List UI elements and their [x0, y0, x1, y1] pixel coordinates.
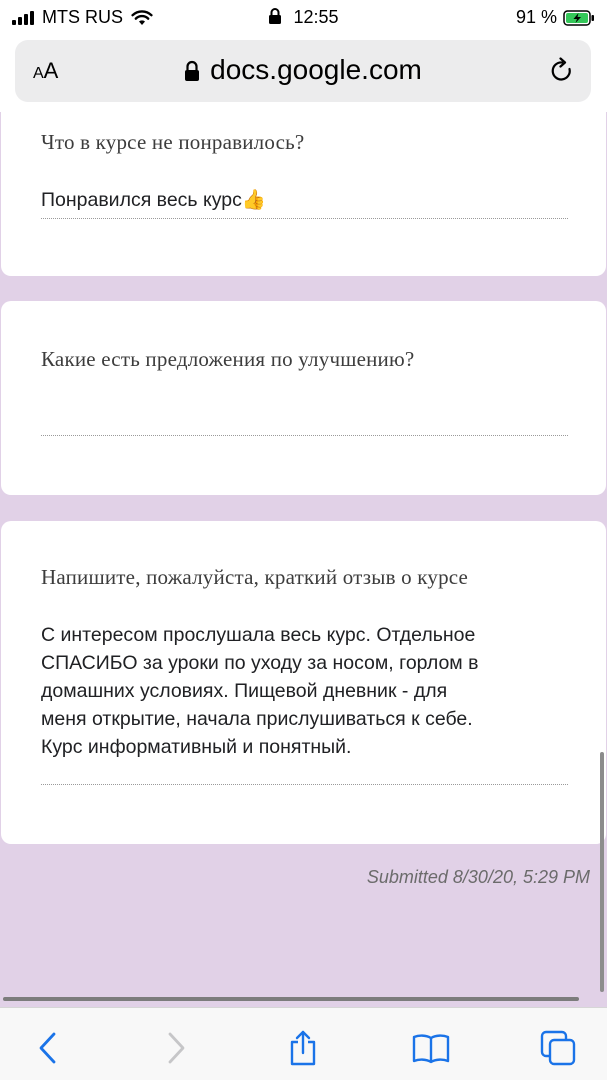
address-bar[interactable] — [15, 40, 591, 102]
answer-underline — [41, 218, 568, 219]
browser-toolbar — [0, 1007, 607, 1080]
answer-line: Курс информативный и понятный. — [41, 736, 352, 758]
reader-aa-button[interactable]: AA — [33, 58, 59, 83]
battery-charging-icon — [563, 10, 595, 26]
url-text: docs.google.com — [210, 54, 422, 85]
question-card-suggestions — [1, 301, 606, 495]
submitted-timestamp: Submitted 8/30/20, 5:29 PM — [366, 867, 590, 887]
reload-icon[interactable] — [549, 57, 575, 85]
status-right — [516, 7, 595, 28]
vertical-scrollbar[interactable] — [600, 752, 604, 992]
answer-line: домашних условиях. Пищевой дневник - для — [41, 680, 448, 702]
share-button[interactable] — [283, 1028, 323, 1068]
horizontal-scrollbar[interactable] — [3, 997, 579, 1001]
question-title: Что в курсе не понравилось? — [41, 130, 305, 154]
secure-lock-icon — [184, 60, 200, 82]
question-title: Напишите, пожалуйста, краткий отзыв о курсе — [41, 565, 469, 589]
page-content — [0, 112, 607, 1007]
question-card-review — [1, 521, 606, 844]
answer-underline — [41, 435, 568, 436]
answer-line: СПАСИБО за уроки по уходу за носом, горлом в — [41, 652, 479, 674]
status-bar — [0, 0, 607, 34]
url-display[interactable] — [15, 54, 591, 86]
tabs-icon — [539, 1029, 577, 1067]
bookmarks-icon — [412, 1032, 450, 1064]
browser-top-bar — [0, 34, 607, 112]
answer-text — [41, 621, 569, 761]
back-button[interactable] — [28, 1028, 68, 1068]
answer-text: Понравился весь курс👍 — [41, 189, 267, 211]
answer-line: С интересом прослушала весь курс. Отдельное — [41, 624, 476, 646]
question-card-dislikes — [1, 112, 606, 276]
question-title: Какие есть предложения по улучшению? — [41, 347, 415, 371]
carrier-name: MTS RUS — [42, 7, 123, 27]
battery-percent: 91 % — [515, 7, 557, 27]
forward-icon — [164, 1031, 188, 1065]
forward-button[interactable] — [156, 1028, 196, 1068]
bookmarks-button[interactable] — [411, 1028, 451, 1068]
orientation-lock-icon — [268, 7, 282, 25]
answer-underline — [41, 784, 568, 785]
tabs-button[interactable] — [538, 1028, 578, 1068]
answer-line: меня открытие, начала прислушиваться к себе. — [41, 708, 473, 730]
back-icon — [36, 1031, 60, 1065]
clock: 12:55 — [293, 7, 339, 27]
share-icon — [287, 1029, 319, 1067]
